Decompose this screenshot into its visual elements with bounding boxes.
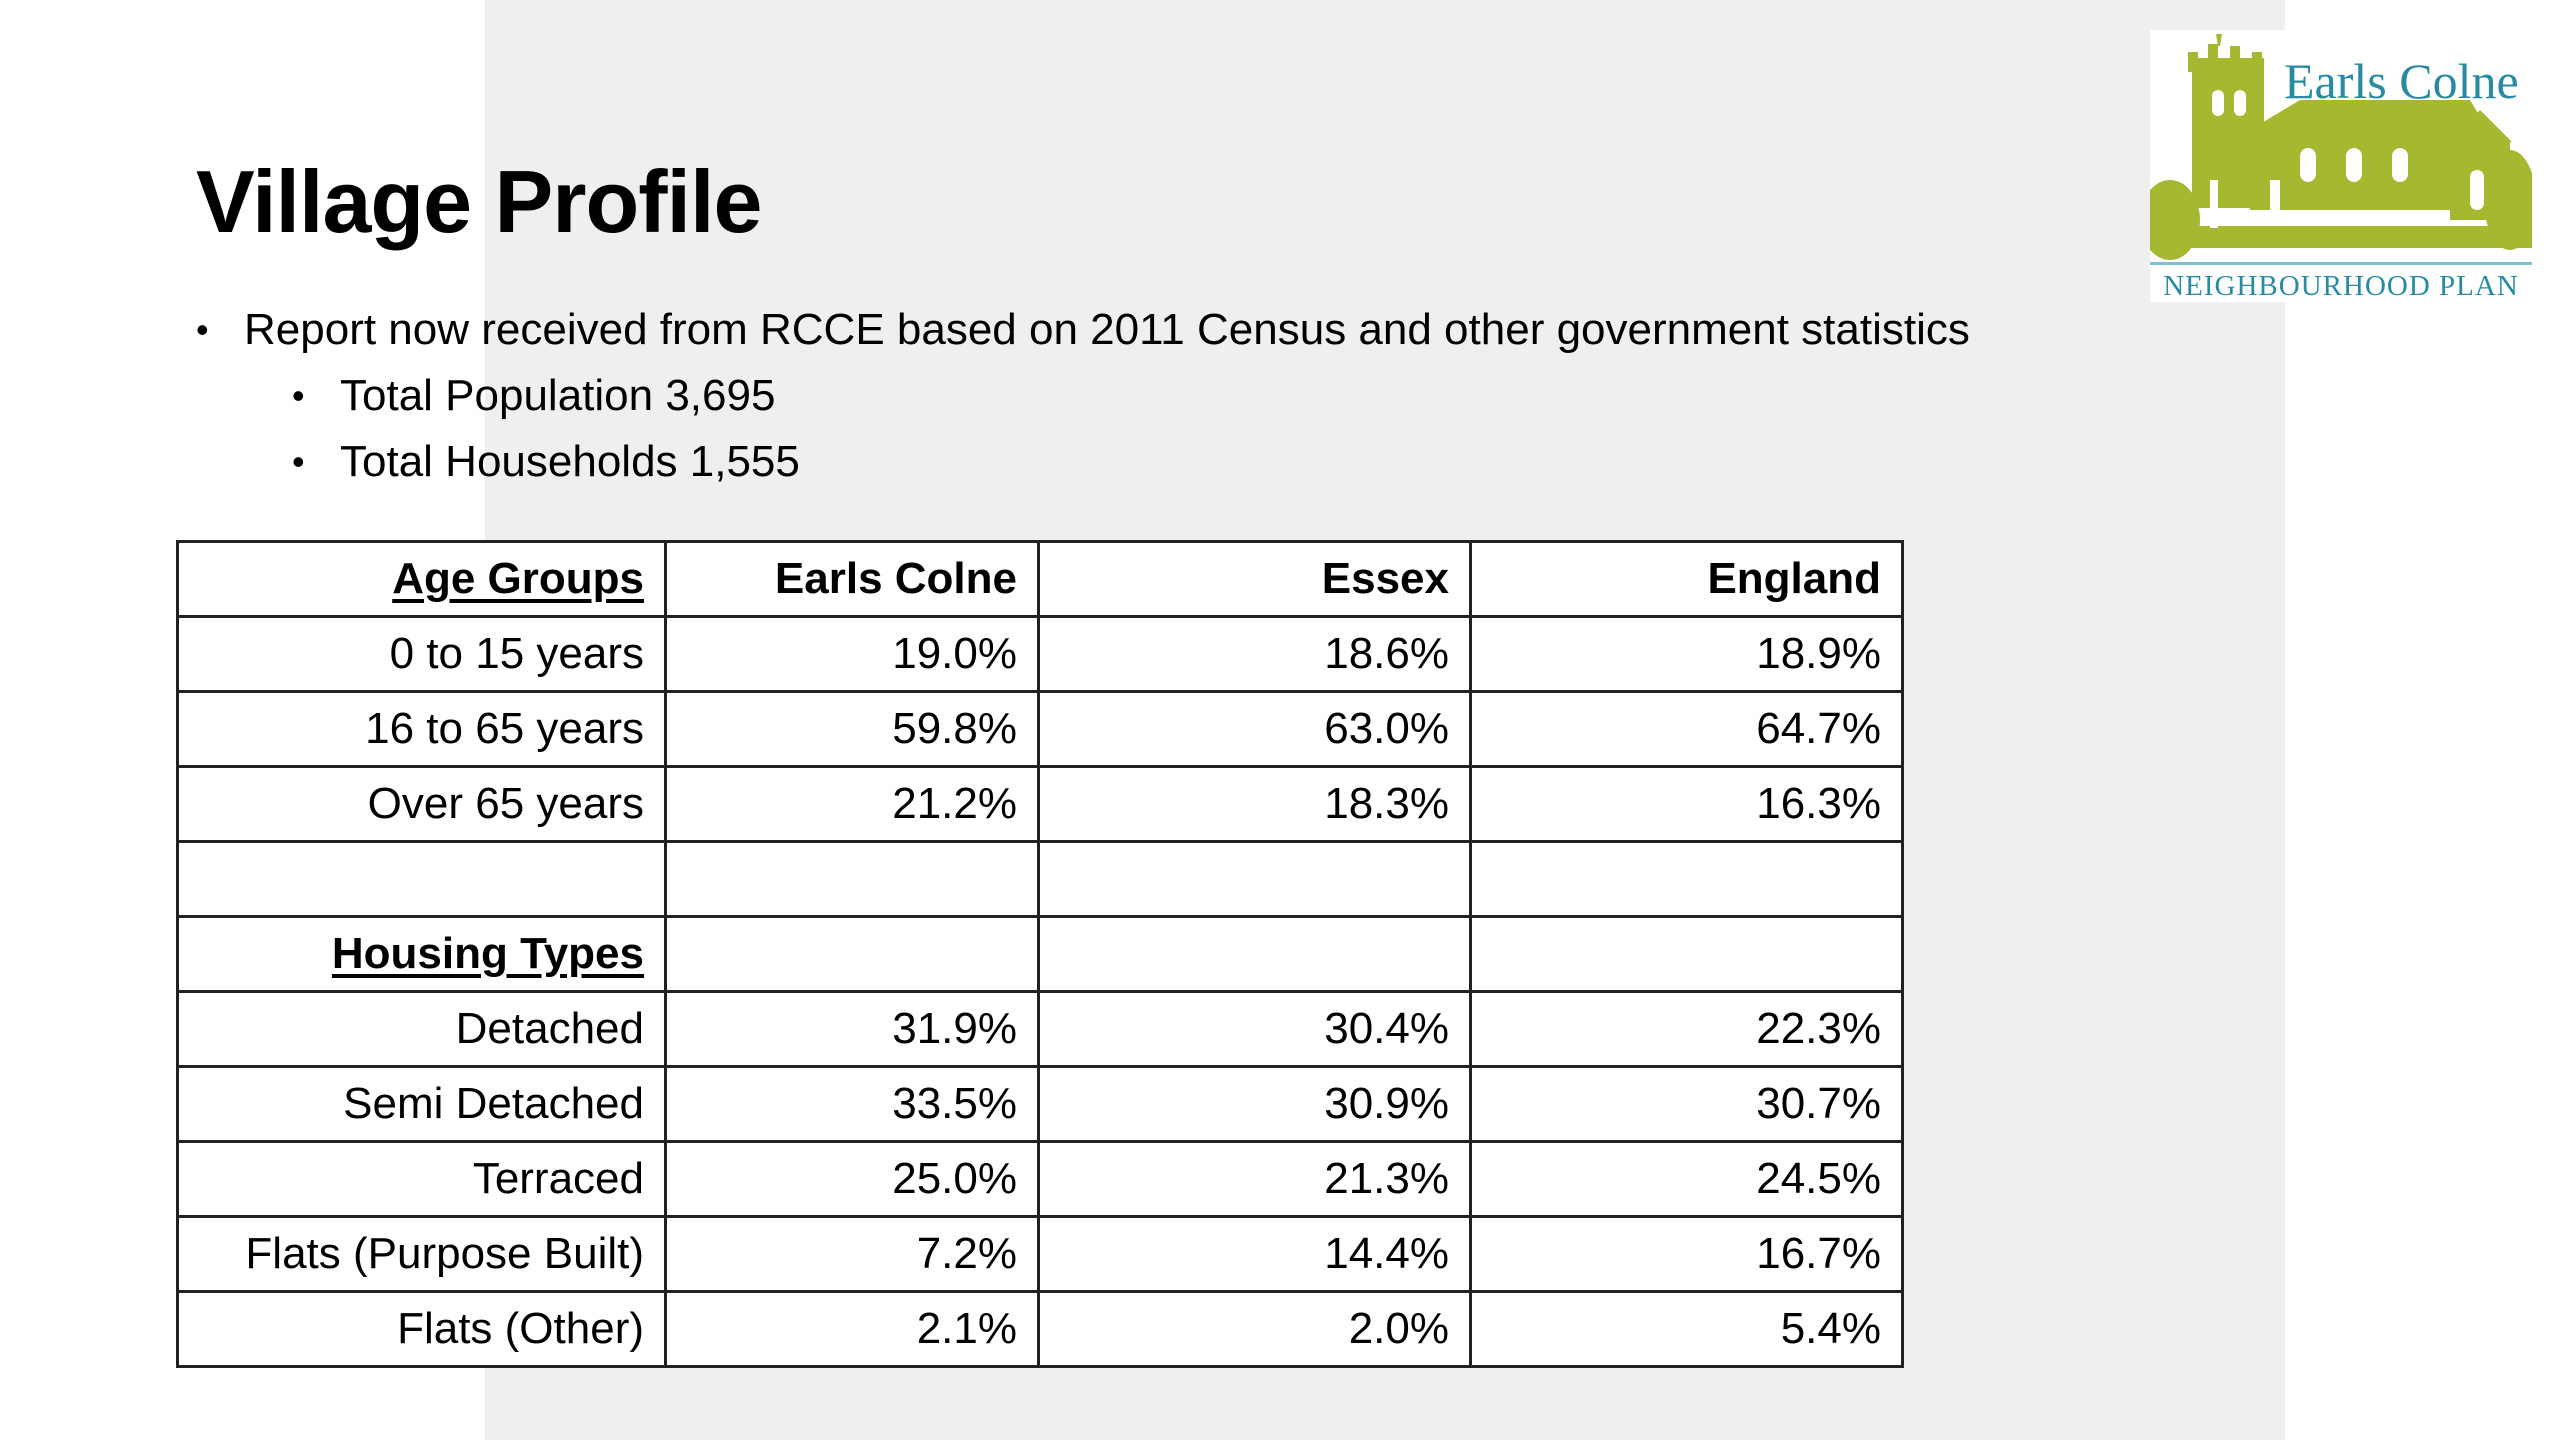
statistics-table <box>176 540 1904 1368</box>
logo-subtitle: NEIGHBOURHOOD PLAN <box>2163 270 2519 302</box>
table-cell: 2.1% <box>666 1292 1039 1367</box>
table-cell: 16 to 65 years <box>178 692 666 767</box>
table-header-cell: Essex <box>1039 542 1471 617</box>
table-cell: Flats (Purpose Built) <box>178 1217 666 1292</box>
table-cell: 16.3% <box>1471 767 1903 842</box>
table-cell: 16.7% <box>1471 1217 1903 1292</box>
table-cell: 18.9% <box>1471 617 1903 692</box>
table-header-row <box>178 542 1903 617</box>
table-cell: 25.0% <box>666 1142 1039 1217</box>
table-cell: 18.3% <box>1039 767 1471 842</box>
bullet-text: Total Households 1,555 <box>340 437 800 486</box>
table-empty-row <box>178 842 1903 917</box>
table-row <box>178 692 1903 767</box>
table-cell: 21.3% <box>1039 1142 1471 1217</box>
table-cell: 33.5% <box>666 1067 1039 1142</box>
table-cell: 63.0% <box>1039 692 1471 767</box>
table-section-header-row <box>178 917 1903 992</box>
table-header-cell: Age Groups <box>178 542 666 617</box>
bullet-text: Total Population 3,695 <box>340 371 776 420</box>
table-row <box>178 1142 1903 1217</box>
bullet-dot-icon: • <box>196 309 209 350</box>
slide-title: Village Profile <box>196 152 762 251</box>
table-cell: 7.2% <box>666 1217 1039 1292</box>
table-cell: 2.0% <box>1039 1292 1471 1367</box>
table-cell: Terraced <box>178 1142 666 1217</box>
table-header-cell: Housing Types <box>178 917 666 992</box>
table-row <box>178 1217 1903 1292</box>
table-row <box>178 617 1903 692</box>
table-cell <box>178 842 666 917</box>
table-cell: Flats (Other) <box>178 1292 666 1367</box>
table-cell: 19.0% <box>666 617 1039 692</box>
table-row <box>178 767 1903 842</box>
table-cell: 22.3% <box>1471 992 1903 1067</box>
table-header-cell: England <box>1471 542 1903 617</box>
table-cell <box>1039 842 1471 917</box>
table-cell: 31.9% <box>666 992 1039 1067</box>
table-row <box>178 992 1903 1067</box>
logo-divider <box>2150 262 2532 265</box>
bullet-text: Report now received from RCCE based on 2011 Census and other government statistics <box>244 305 1970 354</box>
earls-colne-logo <box>2150 30 2532 302</box>
table-cell: 64.7% <box>1471 692 1903 767</box>
bullet-dot-icon: • <box>292 441 305 482</box>
table-cell: 59.8% <box>666 692 1039 767</box>
table-cell: 30.7% <box>1471 1067 1903 1142</box>
logo-name: Earls Colne <box>2284 53 2519 109</box>
table-cell: 14.4% <box>1039 1217 1471 1292</box>
table-cell: Detached <box>178 992 666 1067</box>
table-cell <box>666 842 1039 917</box>
table-cell: 30.9% <box>1039 1067 1471 1142</box>
table-cell <box>1471 842 1903 917</box>
table-cell: 5.4% <box>1471 1292 1903 1367</box>
table-cell: Semi Detached <box>178 1067 666 1142</box>
table-cell <box>666 917 1039 992</box>
table-cell: 30.4% <box>1039 992 1471 1067</box>
table-cell <box>1039 917 1471 992</box>
table-cell: 0 to 15 years <box>178 617 666 692</box>
table-row <box>178 1067 1903 1142</box>
table-header-cell: Earls Colne <box>666 542 1039 617</box>
table-row <box>178 1292 1903 1367</box>
table-cell <box>1471 917 1903 992</box>
table-cell: 18.6% <box>1039 617 1471 692</box>
table-cell: 21.2% <box>666 767 1039 842</box>
table-cell: Over 65 years <box>178 767 666 842</box>
bullet-dot-icon: • <box>292 375 305 416</box>
table-cell: 24.5% <box>1471 1142 1903 1217</box>
